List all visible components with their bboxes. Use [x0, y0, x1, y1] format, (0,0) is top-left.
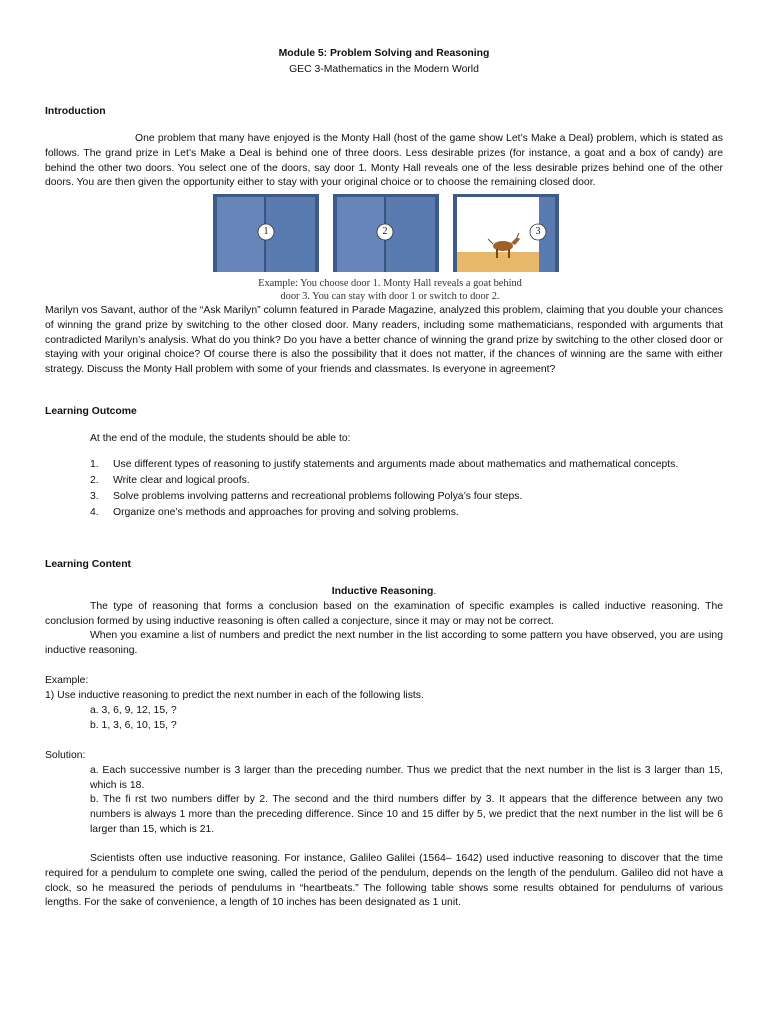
example-list-a: a. 3, 6, 9, 12, 15, ?	[90, 705, 177, 716]
outcome-item	[90, 474, 710, 489]
outcome-item-number: 4.	[90, 507, 99, 518]
outcome-item	[90, 506, 710, 521]
door-1-label: 1	[263, 226, 269, 237]
content-paragraph-3: Scientists often use inductive reasoning. For instance, Galileo Galilei (1564– 1642) used inductive reasoning to discover that the time required for a pendulum to complete one swing, called the period of the pendulum, depends on the length of the pendulum. Galileo did not have a clock, so he measured the periods of pendulums in “heartbeats.” The following table shows some results obtained for pendulums of various lengths. For the sake of convenience, a length of 10 inches has been designated as 1 unit.	[45, 853, 723, 909]
outcome-item	[90, 458, 710, 473]
intro-heading: Introduction	[45, 106, 106, 117]
module-title: Module 5: Problem Solving and Reasoning	[278, 48, 490, 59]
outcome-item	[90, 490, 710, 505]
intro-paragraph-2: Marilyn vos Savant, author of the “Ask Marilyn” column featured in Parade Magazine, analyzed this problem, claiming that you double your chances of winning the grand prize by switching to the other closed door. Many readers, including some mathematicians, responded with arguments that contradicted Marilyn’s analysis. What do you think? Do you have a better chance of winning the grand prize by switching to the other closed door or staying with your original choice? Of course there is also the possibility that it does not matter, if the chances of winning are the same with either strategy. Discuss the Monty Hall problem with some of your friends and classmates. Is everyone in agreement?	[45, 305, 723, 376]
outcome-item-number: 3.	[90, 491, 99, 502]
outcome-heading: Learning Outcome	[45, 406, 137, 417]
example-label: Example:	[45, 675, 89, 686]
outcome-lead: At the end of the module, the students should be able to:	[90, 433, 351, 444]
inductive-reasoning-title: Inductive Reasoning	[331, 586, 434, 597]
outcome-item-text: Organize one’s methods and approaches for proving and solving problems.	[113, 507, 459, 518]
example-question: 1) Use inductive reasoning to predict the next number in each of the following lists.	[45, 690, 424, 701]
outcome-item-number: 1.	[90, 459, 99, 470]
inductive-reasoning-period: .	[433, 586, 437, 597]
content-paragraph-1: The type of reasoning that forms a conclusion based on the examination of specific examples is called inductive reasoning. The conclusion formed by using inductive reasoning is often called a conjecture, since it may or may not be correct.	[45, 601, 723, 627]
example-list-b: b. 1, 3, 6, 10, 15, ?	[90, 720, 177, 731]
caption-line-2: door 3. You can stay with door 1 or switch to door 2.	[280, 290, 500, 302]
caption-line-1: Example: You choose door 1. Monty Hall reveals a goat behind	[258, 278, 522, 289]
intro-paragraph: One problem that many have enjoyed is the Monty Hall (host of the game show Let’s Make a Deal) problem, which is stated as follows. The grand prize in Let’s Make a Deal is behind one of three doors. Less desirable prizes (for instance, a goat and a box of candy) are behind the other two doors. You select one of the doors, say door 1. Monty Hall reveals one of the less desirable prizes behind one of the other doors. You are then given the opportunity either to stay with your original choice or to choose the remaining closed door.	[45, 133, 723, 189]
door-2-label: 2	[382, 226, 388, 237]
outcome-item-text: Use different types of reasoning to justify statements and arguments made about mathematics and mathematical concepts.	[113, 459, 679, 470]
inductive-reasoning-heading	[0, 585, 768, 600]
figure-caption	[200, 278, 580, 303]
door-3-open	[453, 194, 559, 272]
course-subtitle: GEC 3-Mathematics in the Modern World	[289, 64, 479, 75]
door-3-label: 3	[535, 226, 541, 237]
solution-b: b. The fi rst two numbers differ by 2. The second and the third numbers differ by 3. It appears that the difference between any two numbers is always 1 more than the preceding difference. Since 10 and 15 differ by 5, we predict that the next number in the list will be 6 larger than 15, which is 21.	[90, 794, 723, 835]
outcome-item-text: Solve problems involving patterns and recreational problems following Polya’s four steps.	[113, 491, 523, 502]
outcome-item-number: 2.	[90, 475, 99, 486]
outcome-item-text: Write clear and logical proofs.	[113, 475, 250, 486]
monty-hall-figure	[213, 194, 559, 274]
solution-a: a. Each successive number is 3 larger than the preceding number. Thus we predict that the next number in the list is 3 larger than 15, which is 18.	[90, 765, 723, 791]
content-heading: Learning Content	[45, 559, 132, 570]
content-paragraph-2: When you examine a list of numbers and predict the next number in the list according to some pattern you have observed, you are using inductive reasoning.	[45, 630, 723, 656]
solution-label: Solution:	[45, 750, 86, 761]
